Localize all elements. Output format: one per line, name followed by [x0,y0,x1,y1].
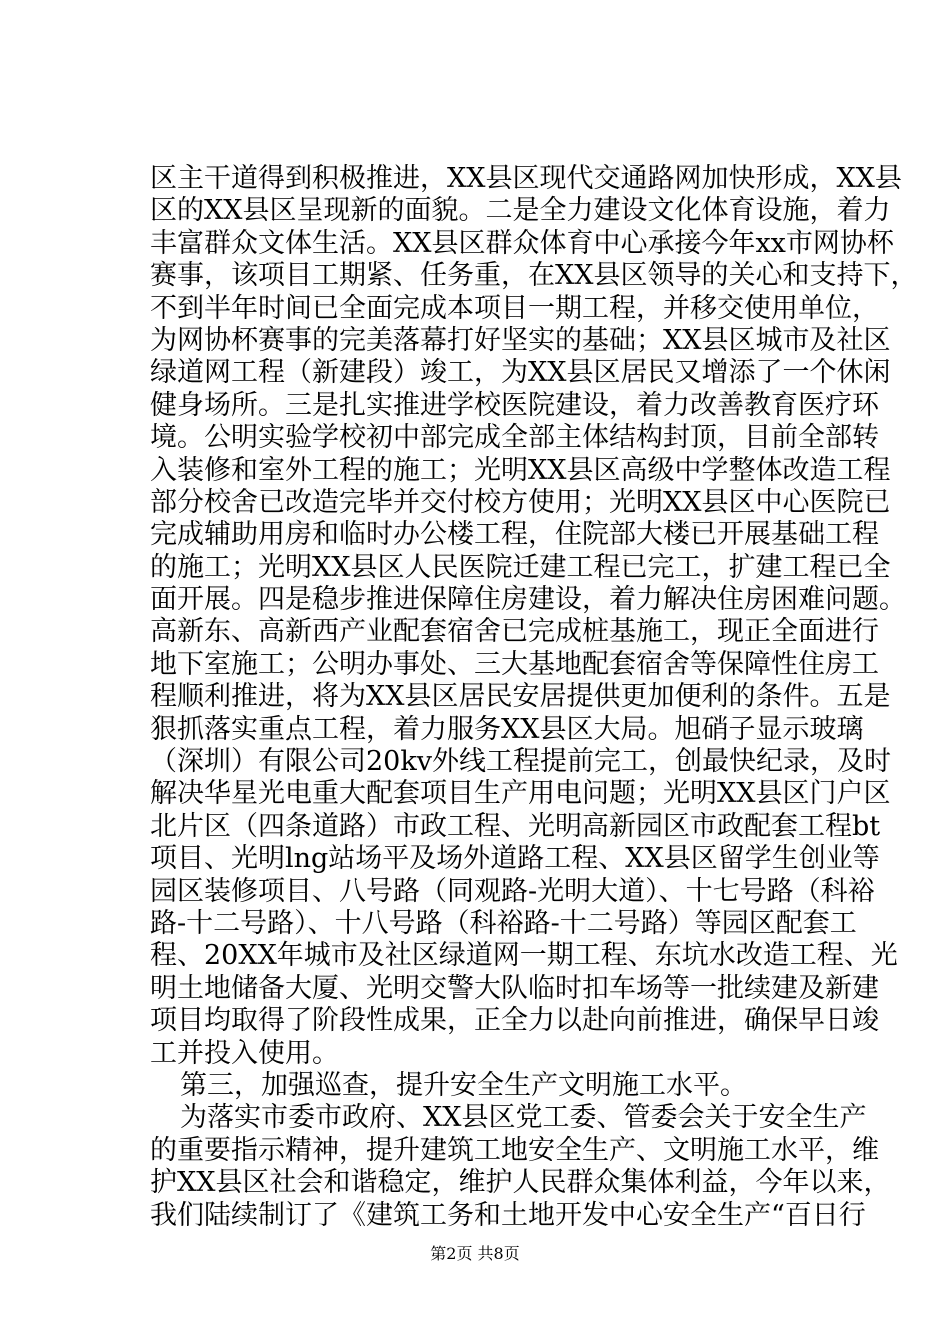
text-line: 面开展。四是稳步推进保障住房建设，着力解决住房困难问题。 [150,584,906,616]
text-line: 区主干道得到积极推进，XX县区现代交通路网加快形成，XX县 [150,163,902,194]
text-line: 程、20XX年城市及社区绿道网一期工程、东坑水改造工程、光 [150,940,898,972]
text-line: 程顺利推进，将为XX县区居民安居提供更加便利的条件。五是 [150,681,891,713]
text-line-paragraph-end: 工并投入使用。 [150,1037,339,1069]
text-line: 路-十二号路）、十八号路（科裕路-十二号路）等园区配套工 [150,907,857,939]
text-line-paragraph-start: 为落实市委市政府、XX县区党工委、管委会关于安全生产 [180,1102,867,1134]
text-line: 我们陆续制订了《建筑工务和土地开发中心安全生产“百日行 [150,1199,866,1231]
text-line: 的重要指示精神，提升建筑工地安全生产、文明施工水平，维 [150,1134,879,1166]
text-line: 为网协杯赛事的完美落幕打好坚实的基础；XX县区城市及社区 [150,324,891,356]
text-line: 区的XX县区呈现新的面貌。二是全力建设文化体育设施，着力 [150,195,891,227]
text-line: 地下室施工；公明办事处、三大基地配套宿舍等保障性住房工 [150,648,879,680]
body-text [150,163,918,1232]
text-line: 赛事，该项目工期紧、任务重，在XX县区领导的关心和支持下， [150,260,918,292]
text-line: （深圳）有限公司20kv外线工程提前完工，创最快纪录，及时 [150,746,891,778]
text-line: 高新东、高新西产业配套宿舍已完成桩基施工，现正全面进行 [150,616,879,648]
text-line: 项目、光明lng站场平及场外道路工程、XX县区留学生创业等 [150,843,880,875]
text-line: 明土地储备大厦、光明交警大队临时扣车场等一批续建及新建 [150,972,879,1004]
text-line: 北片区（四条道路）市政工程、光明高新园区市政配套工程bt [150,810,881,842]
text-line: 健身场所。三是扎实推进学校医院建设，着力改善教育医疗环 [150,389,879,421]
text-line: 狠抓落实重点工程，着力服务XX县区大局。旭硝子显示玻璃 [150,713,864,745]
text-line: 完成辅助用房和临时办公楼工程，住院部大楼已开展基础工程 [150,519,879,551]
text-line: 境。公明实验学校初中部完成全部主体结构封顶，目前全部转 [150,422,879,454]
text-line: 部分校舍已改造完毕并交付校方使用；光明XX县区中心医院已 [150,486,891,518]
text-line: 护XX县区社会和谐稳定，维护人民群众集体利益，今年以来， [150,1167,891,1199]
text-line: 项目均取得了阶段性成果，正全力以赴向前推进，确保早日竣 [150,1005,879,1037]
text-line: 丰富群众文体生活。XX县区群众体育中心承接今年xx市网协杯 [150,227,894,259]
text-line: 园区装修项目、八号路（同观路-光明大道）、十七号路（科裕 [150,875,875,907]
text-line: 入装修和室外工程的施工；光明XX县区高级中学整体改造工程 [150,454,891,486]
text-line: 解决华星光电重大配套项目生产用电问题；光明XX县区门户区 [150,778,891,810]
text-line: 的施工；光明XX县区人民医院迁建工程已完工，扩建工程已全 [150,551,891,583]
text-line: 绿道网工程（新建段）竣工，为XX县区居民又增添了一个休闲 [150,357,891,389]
page-number: 第2页 共8页 [430,1244,520,1263]
text-line: 不到半年时间已全面完成本项目一期工程，并移交使用单位， [150,292,879,324]
section-heading: 第三，加强巡查，提升安全生产文明施工水平。 [180,1069,747,1101]
page-footer [0,1244,950,1264]
